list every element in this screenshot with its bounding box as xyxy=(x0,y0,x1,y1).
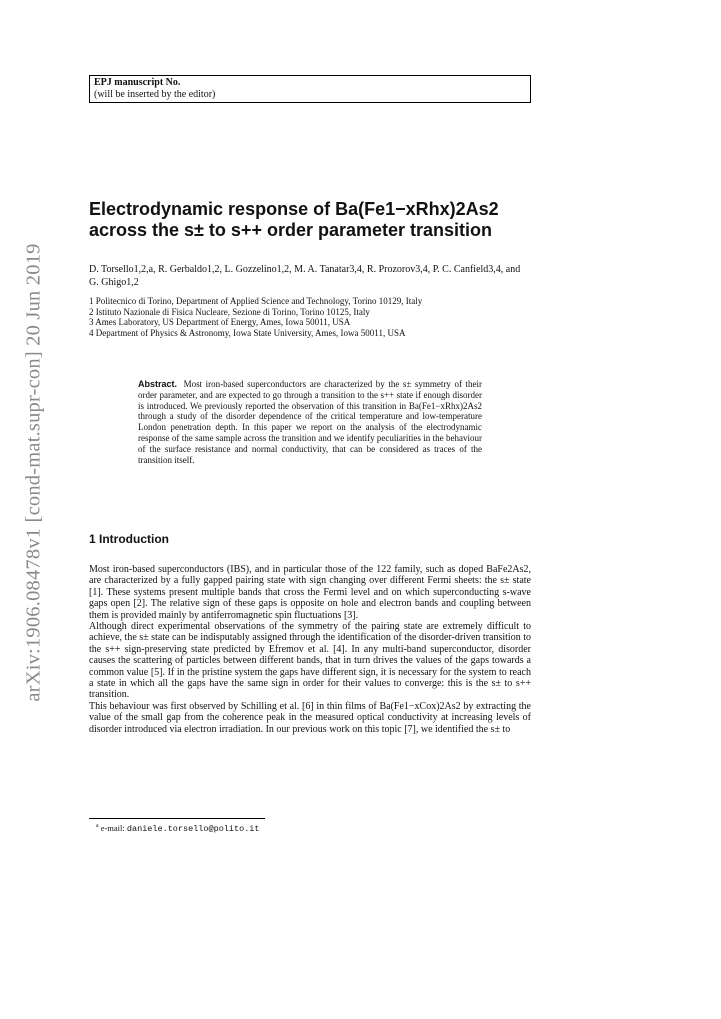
body-paragraph: Most iron-based superconductors (IBS), and in particular those of the 122 family, such as doped BaFe2As2, are characterized by a fully gapped pairing state with sign changing over different Fermi sheets: the s± state [1]. These systems present multiple bands that cross the Fermi level and on which superconducting s-wave gaps open [2]. The relative sign of these gaps is opposite on hole and electron bands and coupling between them is provided mainly by antiferromagnetic spin fluctuations [3]. xyxy=(89,564,531,621)
journal-header-line1: EPJ manuscript No. xyxy=(94,77,181,88)
arxiv-identifier-stamp xyxy=(20,242,48,702)
body-paragraph: This behaviour was first observed by Schilling et al. [6] in thin films of Ba(Fe1−xCox)2As2 by extracting the value of the small gap from the coherence peak in the measured optical conductivity at increasing levels of disorder introduced via electron irradiation. In our previous work on this topic [7], we identified the s± to xyxy=(89,700,531,735)
footnote-email[interactable]: daniele.torsello@polito.it xyxy=(126,824,260,834)
affiliation-item: 1 Politecnico di Torino, Department of Applied Science and Technology, Torino 10129, Italy xyxy=(89,296,423,306)
author-list: D. Torsello1,2,a, R. Gerbaldo1,2, L. Gozzelino1,2, M. A. Tanatar3,4, R. Prozorov3,4, P. C. Canfield3,4, and G. Ghigo1,2 xyxy=(89,264,521,288)
arxiv-identifier-text: arXiv:1906.08478v1 [cond-mat.supr-con] 20 Jun 2019 xyxy=(22,242,45,702)
paper-title-line1: Electrodynamic response of Ba(Fe1−xRhx)2As2 xyxy=(89,199,499,219)
footnote-marker: a xyxy=(96,823,99,830)
journal-header-line2: (will be inserted by the editor) xyxy=(94,89,216,100)
affiliation-item: 2 Istituto Nazionale di Fisica Nucleare, Sezione di Torino, Torino 10125, Italy xyxy=(89,306,370,317)
journal-header-box xyxy=(89,75,531,103)
paper-title-line2: across the s± to s++ order parameter transition xyxy=(89,220,493,240)
footnote-label: e-mail: xyxy=(100,823,125,833)
abstract-block xyxy=(138,379,482,465)
affiliation-item: 3 Ames Laboratory, US Department of Energy, Ames, Iowa 50011, USA xyxy=(89,317,351,328)
abstract-label: Abstract. xyxy=(138,379,178,389)
footnote xyxy=(96,823,260,834)
abstract-text: Most iron-based superconductors are characterized by the s± symmetry of their order parameter, and are expected to go through a transition to the s++ state if enough disorder is introduced. We previously reported the observation of this transition in Ba(Fe1−xRhx)2As2 through a study of the disorder dependence of the critical temperature and low-temperature London penetration depth. In this paper we report on the analysis of the electrodynamic response of the same sample across the transition and we identify peculiarities in the behaviour of the surface resistance and normal conductivity, that can be considered as traces of the transition itself. xyxy=(138,379,483,465)
affiliation-list xyxy=(89,296,539,339)
body-paragraph: Although direct experimental observations of the symmetry of the pairing state are extremely difficult to achieve, the s± state can be indisputably assigned through the identification of the disorder-driven transition to the s++ sign-preserving state predicted by Efremov et al. [4]. In any multi-band superconductor, disorder causes the scattering of particles between different bands, that in turn drives the values of the gaps towards a common value [5]. If in the pristine system the gaps have different sign, it is necessary for the system to reach a state in which all the gaps have the same sign in order for their values to converge: this is the s± to s++ transition. xyxy=(89,621,531,701)
paper-title xyxy=(89,199,549,241)
affiliation-item: 4 Department of Physics & Astronomy, Iowa State University, Ames, Iowa 50011, USA xyxy=(89,328,406,339)
section-heading: 1 Introduction xyxy=(89,532,169,546)
footnote-divider xyxy=(89,818,265,819)
section-body xyxy=(89,564,531,735)
